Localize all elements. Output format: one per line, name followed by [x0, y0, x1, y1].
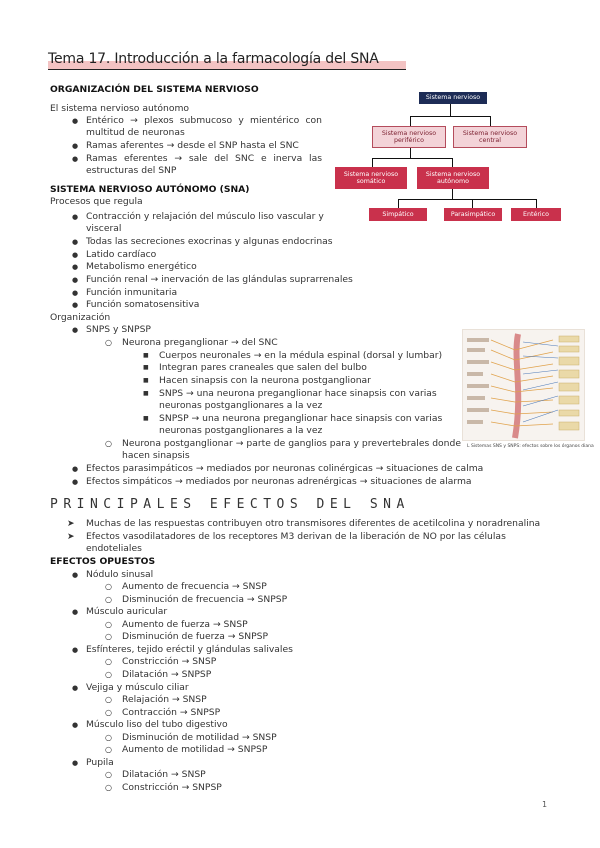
list-item: Hacen sinapsis con la neurona postganglionar: [159, 375, 371, 386]
bullet-circle: ○: [105, 582, 112, 591]
bullet-dot: ●: [72, 326, 79, 334]
connector: [372, 158, 373, 167]
diagram-node-enterico: Entérico: [511, 208, 561, 221]
list-item: Aumento de fuerza → SNSP: [122, 619, 248, 630]
bullet-circle: ○: [105, 745, 112, 754]
organ-box: [559, 396, 579, 404]
label-block: [467, 372, 483, 376]
connector: [452, 189, 453, 199]
connector: [398, 199, 536, 200]
bullet-square: ■: [143, 364, 149, 371]
bullet-dot: ●: [72, 251, 79, 259]
list-item: Función somatosensitiva: [86, 299, 200, 310]
bullet-dot: ●: [72, 289, 79, 297]
title-underline: [48, 69, 406, 70]
bullet-circle: ○: [105, 708, 112, 717]
list-item: Aumento de motilidad → SNPSP: [122, 744, 268, 755]
label-block: [467, 348, 485, 352]
label-block: [467, 360, 489, 364]
list-item: Nódulo sinusal: [86, 569, 154, 580]
label-block: [467, 408, 489, 412]
node-line: periférico: [394, 137, 424, 144]
organ-box: [559, 410, 579, 416]
connector: [410, 148, 411, 158]
sna-heading: SISTEMA NERVIOSO AUTÓNOMO (SNA): [50, 184, 250, 195]
label-block: [467, 396, 485, 400]
list-item: SNPSP → una neurona preganglionar hace sinapsis con varias: [159, 413, 443, 424]
bullet-dot: ●: [72, 263, 79, 271]
label-block: [467, 384, 489, 388]
connector: [472, 199, 473, 208]
list-item: SNPS y SNPSP: [86, 324, 151, 335]
list-item: Relajación → SNSP: [122, 694, 207, 705]
list-item: Todas las secreciones exocrinas y algunas endocrinas: [86, 236, 333, 247]
list-item: Músculo liso del tubo digestivo: [86, 719, 228, 730]
bullet-dot: ●: [72, 155, 79, 163]
list-item: Metabolismo energético: [86, 261, 197, 272]
connector: [372, 158, 452, 159]
bullet-dot: ●: [72, 608, 79, 616]
bullet-dot: ●: [72, 213, 79, 221]
list-item: SNPS → una neurona preganglionar hace sinapsis con varias: [159, 388, 437, 399]
list-item-cont: neuronas postganglionares a la vez: [159, 425, 323, 436]
list-item: Cuerpos neuronales → en la médula espinal (dorsal y lumbar): [159, 350, 443, 361]
node-line: Sistema nervioso: [343, 170, 399, 178]
bullet-circle: ○: [105, 783, 112, 792]
bullet-dot: ●: [72, 478, 79, 486]
list-item: Muchas de las respuestas contribuyen otro transmisores diferentes de acetilcolina y noradrenalina: [86, 518, 541, 529]
node-line: autónomo: [436, 178, 469, 185]
list-item: Constricción → SNPSP: [122, 782, 222, 793]
bullet-circle: ○: [105, 620, 112, 629]
label-block: [467, 338, 489, 342]
bullet-dot: ●: [72, 759, 79, 767]
list-item: Aumento de frecuencia → SNSP: [122, 581, 267, 592]
list-item: Efectos vasodilatadores de los receptores M3 derivan de la liberación de NO por las células: [86, 531, 506, 542]
bullet-square: ■: [143, 377, 149, 384]
list-item: Efectos parasimpáticos → mediados por neuronas colinérgicas → situaciones de calma: [86, 463, 484, 474]
bullet-dot: ●: [72, 684, 79, 692]
illustration-image: [463, 330, 585, 441]
list-item-cont: multitud de neuronas: [86, 127, 185, 138]
organizacion-label: Organización: [50, 312, 111, 323]
bullet-circle: ○: [105, 439, 112, 448]
list-item-cont: estructuras del SNP: [86, 165, 177, 176]
title-block: [48, 51, 379, 67]
list-item: Neurona postganglionar → parte de ganglios para y prevertebrales donde: [122, 438, 461, 449]
bullet-dot: ●: [72, 142, 79, 150]
organ-box: [559, 357, 579, 365]
connector: [490, 116, 491, 126]
diagram-node-simpatico: Simpático: [369, 208, 427, 221]
bullet-circle: ○: [105, 670, 112, 679]
bullet-circle: ○: [105, 338, 112, 347]
connector: [450, 104, 451, 116]
node-line: Sistema nervioso: [381, 129, 437, 137]
list-item: Efectos simpáticos → mediados por neuronas adrenérgicas → situaciones de alarma: [86, 476, 472, 487]
list-item: Dilatación → SNPSP: [122, 669, 212, 680]
connector: [536, 199, 537, 208]
connector: [452, 158, 453, 167]
list-item: Constricción → SNSP: [122, 656, 217, 667]
opuestos-heading: EFECTOS OPUESTOS: [50, 556, 156, 567]
page-number: 1: [542, 800, 548, 809]
list-item: Función renal → inervación de las glándulas suprarrenales: [86, 274, 353, 285]
list-item: Neurona preganglionar → del SNC: [122, 337, 278, 348]
arrow-bullet-icon: ➤: [67, 519, 75, 529]
label-block: [467, 420, 483, 424]
bullet-dot: ●: [72, 238, 79, 246]
list-item: Disminución de frecuencia → SNPSP: [122, 594, 288, 605]
list-item: Vejiga y músculo ciliar: [86, 682, 189, 693]
organ-box: [559, 422, 579, 430]
list-item: Integran pares craneales que salen del bulbo: [159, 362, 367, 373]
node-line: Sistema nervioso: [425, 170, 481, 178]
bullet-dot: ●: [72, 721, 79, 729]
list-item: Latido cardíaco: [86, 249, 157, 260]
list-item: Esfínteres, tejido eréctil y glándulas salivales: [86, 644, 293, 655]
diagram-node-autonomo: [417, 167, 489, 189]
bullet-dot: ●: [72, 571, 79, 579]
list-item: Ramas eferentes → sale del SNC e inerva las: [86, 153, 322, 164]
figure-caption: L Sistemas SNS y SNPS: efectos sobre los órganos diana: [467, 444, 594, 449]
list-item-cont: hacen sinapsis: [122, 450, 190, 461]
list-item: Contracción → SNPSP: [122, 707, 221, 718]
bullet-dot: ●: [72, 276, 79, 284]
connector: [410, 116, 490, 117]
org-heading: ORGANIZACIÓN DEL SISTEMA NERVIOSO: [50, 84, 259, 95]
sns-snps-illustration: [462, 329, 585, 441]
list-item: Pupila: [86, 757, 114, 768]
list-item-cont: visceral: [86, 223, 122, 234]
list-item: Disminución de motilidad → SNSP: [122, 732, 277, 743]
diagram-node-somatico: [335, 167, 407, 189]
diagram-node-central: [453, 126, 527, 148]
bullet-dot: ●: [72, 117, 79, 125]
bullet-square: ■: [143, 390, 149, 397]
procesos-label: Procesos que regula: [50, 196, 143, 207]
page-title: Tema 17. Introducción a la farmacología del SNA: [48, 51, 379, 67]
sna-intro: El sistema nervioso autónomo: [50, 103, 190, 114]
bullet-circle: ○: [105, 632, 112, 641]
connector: [410, 116, 411, 126]
bullet-dot: ●: [72, 301, 79, 309]
bullet-circle: ○: [105, 770, 112, 779]
organ-box: [559, 383, 579, 391]
list-item-cont: endoteliales: [86, 543, 142, 554]
organ-box: [559, 346, 579, 352]
bullet-circle: ○: [105, 695, 112, 704]
list-item: Entérico → plexos submucoso y mientérico con: [86, 115, 322, 126]
organ-box: [559, 336, 579, 342]
list-item: Ramas aferentes → desde el SNP hasta el SNC: [86, 140, 299, 151]
node-line: somático: [356, 178, 386, 185]
arrow-bullet-icon: ➤: [67, 532, 75, 542]
diagram-node-periferico: [372, 126, 446, 148]
list-item: Función inmunitaria: [86, 287, 178, 298]
bullet-dot: ●: [72, 646, 79, 654]
principales-heading: PRINCIPALES EFECTOS DEL SNA: [50, 497, 410, 512]
node-line: Sistema nervioso: [462, 129, 518, 137]
diagram-node-parasimpatico: Parasimpático: [444, 208, 502, 221]
connector: [398, 199, 399, 208]
list-item: Disminución de fuerza → SNPSP: [122, 631, 269, 642]
organ-box: [559, 370, 579, 378]
list-item: Músculo auricular: [86, 606, 168, 617]
list-item: Dilatación → SNSP: [122, 769, 206, 780]
bullet-circle: ○: [105, 595, 112, 604]
diagram-node-root: Sistema nervioso: [419, 92, 487, 104]
bullet-dot: ●: [72, 465, 79, 473]
bullet-square: ■: [143, 415, 149, 422]
list-item-cont: neuronas postganglionares a la vez: [159, 400, 323, 411]
bullet-square: ■: [143, 352, 149, 359]
bullet-circle: ○: [105, 657, 112, 666]
node-line: central: [479, 137, 501, 144]
list-item: Contracción y relajación del músculo liso vascular y: [86, 211, 324, 222]
bullet-circle: ○: [105, 733, 112, 742]
